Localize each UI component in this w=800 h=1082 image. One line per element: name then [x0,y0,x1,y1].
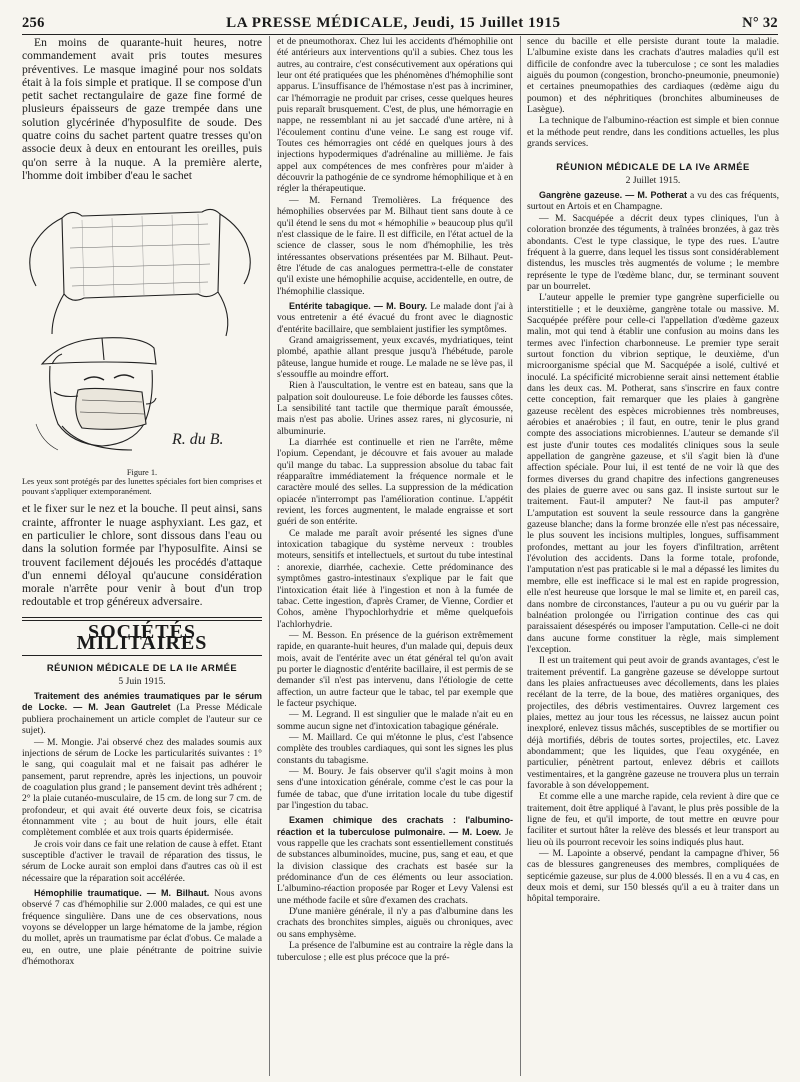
paragraph-loew: Je vous rappelle que les crachats sont essentiellement constitués de substances albuminoïdes, mucine, pus, sang et eau, et que la division classique des crachats est basée sur la prédominance d'un de ces éléments ou leur association. L'albumino-réaction proposée par Roger et Levy Valensi est une méthode facile et sûre d'examen des crachats. [277,826,513,906]
page-number: 256 [22,15,45,31]
meeting-date: 5 Juin 1915. [118,675,166,687]
intro-paragraph: En moins de quarante-huit heures, notre commandement avait pris toutes mesures préventives. Le masque imaginé pour nos soldats était à la fois simple et pratique. Il se compose d'un petit sachet rectangulaire de gaze fine formé de plusieurs épaisseurs de gaze trempée dans une solution glycérinée d'hyposulfite de soude. Des quatre coins du sachet partent quatre tresses qu'on associe deux à deux en entourant les oreilles, puis qu'on serre à la nuque. A la première alerte, l'homme doit imbiber d'eau le sachet [22,36,262,182]
meeting-date-iv: 2 Juillet 1915. [625,174,681,186]
paragraph-auscultation: Rien à l'auscultation, le ventre est en bateau, sans que la palpation soit douloureuse. Le foie déborde les fausses côtes. La sensibilité tant tactile que thermique paraît émoussée, mais n'est pas abolie. Urines assez rares, ni glycosurie, ni albuminurie. [277,380,513,437]
section-rule-top [22,617,262,618]
paragraph-preventif: Il est un traitement qui peut avoir de grands avantages, c'est le traitement préventif. La gangrène gazeuse se développe surtout dans les plaies anfractueuses avec décollements, dans les plaies recélant de la terre, de la boue, des matières organiques, des projectiles, des débris vestimentaires. Ouvrez largement ces plaies, mettez au jour tous les récessus, ne laissez aucun point inexploré, enlevez tissus mâchés, susceptibles de se mortifier ou déjà mortifiés, débris de toutes sortes, projectiles, etc. Lavez abondamment; que les liquides, que l'eau oxygénée, en particulier, pénètrent partout, enlevez débris et caillots vestimentaires, et la gangrène gazeuse ne trouvera plus un terrain favorable à son développement. [527,655,779,791]
column-1 [22,36,262,1076]
column-rule-2 [520,36,521,1076]
paragraph-maillard: — M. Maillard. Ce qui m'étonne le plus, c'est l'absence complète des troubles cardiaques, qui sont les signes les plus constants du tabagisme. [277,731,513,766]
paragraph-boury-reply: — M. Boury. Je fais observer qu'il s'agit moins à mon sens d'une intoxication générale, comme c'est le cas pour la fumée de tabac, que d'une irritation locale du tube digestif par l'ingestion du tabac. [277,766,513,812]
paragraph-pneumothorax: et de pneumothorax. Chez lui les accidents d'hémophilie ont été antérieurs aux interventions qu'il a subies. Chez tous les autres, au contraire, c'est consécutivement aux opérations qui leur ont été pratiquées que les phénomènes d'hémophilie sont apparus. L'insuffisance de l'hémostase n'est pas à incriminer, car l'hémorragie ne produit par crises, cesse quelques heures puis reparaît brusquement. C'est, de plus, une hémorragie en nappe, ne ressemblant ni au jet saccadé d'une artère, ni à l'écoulement continu d'une veine. Le sang est rouge vif. Toutes ces hémorragies ont cédé en quelques jours à des injections hypodermiques d'adrénaline au millième. Je fais appel aux compétences de mes confrères pour m'aider à découvrir la pathogénie de ce syndrome hémophilique et à en régler la thérapeutique. [277,36,513,195]
paragraph-bacille: sence du bacille et elle persiste durant toute la maladie. L'albumine existe dans les crachats d'autres maladies qu'il est difficile de confondre avec la tuberculose ; ce sont les maladies aiguës du poumon (congestion, broncho-pneumonie, pneumonie) et certaines pneumopathies des cardiaques (œdème aigu du poumon) et des néphritiques (bronchites albumineuses de Lasègue). [527,36,779,116]
paragraph-sacquepee: — M. Sacquépée a décrit deux types cliniques, l'un à coloration bronzée des téguments, à traînées bronzées, à gaz très abondants. C'est le type classique, le type des rues. L'autre fréquent à la guerre, dans lequel les tissus sont considérablement distendus, les muscles très augmentés de volume ; le membre représente le type de l'œdème blanc, dur, se terminant souvent par un bourrelet. [527,212,779,292]
column-3 [527,36,779,1076]
meeting-title: RÉUNION MÉDICALE DE LA IIe ARMÉE [46,662,238,674]
column-2 [277,36,513,1076]
paragraph-bronchites: D'une manière générale, il n'y a pas d'albumine dans les crachats des bronchites simples, aiguës ou chroniques, avec ou sans emphysème. [277,906,513,940]
section-title: SOCIÉTÉS MILITAIRES [76,620,208,655]
subhead-crachats: Examen chimique des crachats : l'albumino-réaction et la tuberculose pulmonaire. — M. Loew. [277,815,513,837]
paragraph-amaigrissement: Grand amaigrissement, yeux excavés, mydriatiques, teint plombé, apathie allant presque jusqu'à l'hébétude, parole pâteuse, langue humide et rouge. Le malade ne se lève pas, il s'essouffle au moindre effort. [277,334,513,380]
figure-caption: Les yeux sont protégés par des lunettes spéciales fort bien comprises et pouvant s'appliquer extemporanément. [22,477,262,496]
paragraph-marche-rapide: Et comme elle a une marche rapide, cela revient à dire que ce traitement, doit être appliqué à l'avant, le plus près possible de la ligne de feu, et qu'il importe, de tout mettre en œuvre pour faciliter et surtout hâter la relève des blessés et leur transport au lieu où ils pourront recevoir les soins indiqués plus haut. [527,791,779,848]
paragraph-boury: Le malade dont j'ai à vous entretenir a été évacué du front avec le diagnostic d'entérite bacillaire, que semblaient justifier les symptômes. [277,300,513,335]
page-header [22,10,778,35]
figure-label: Figure 1. [126,467,158,477]
subhead-locke: Traitement des anémies traumatiques par le sérum de Locke. — M. Jean Gautrelet [22,691,262,713]
issue-number: N° 32 [742,15,778,31]
figure-signature: R. du B. [172,431,224,449]
paragraph-bilhaut: Nous avons observé 7 cas d'hémophilie sur 2.000 malades, ce qui est une fréquence singulière. Dans une de ces observations, nous voyons se développer un large hématome de la jambe, région du mollet, après un traumatisme par éclat d'obus. Ce malade a eu, en outre, une plaie pénétrante de poitrine suivie d'hémothorax [22,887,262,968]
paragraph-tremolieres: — M. Fernand Tremolières. La fréquence des hémophilies observées par M. Bilhaut tient sans doute à ce qu'il étend le sens du mot « hémophilie » beaucoup plus qu'il n'est classique de le faire. Il est difficile, en l'état actuel de la science de classer, sous le nom d'hémophilie, les très intéressantes observations présentées par M. Bilhaut. Peut-être l'étude de cas analogues permettra-t-elle de constater qu'il existe une hémophilie acquise, accidentelle, en outre, de l'hémophilie classique. [277,194,513,297]
subhead-gangrene: Gangrène gazeuse. — M. Potherat [539,190,687,201]
paragraph-technique: La technique de l'albumino-réaction est simple et bien connue et la méthode peut rendre, dans les conditions actuelles, les plus grands services. [527,115,779,150]
paragraph-diarrhee: La diarrhée est continuelle et rien ne l'arrête, même l'opium. Cependant, je découvre et fais avouer au malade qu'il mange du tabac. La suppression absolue du tabac fait réapparaître immédiatement la fréquence normale et le caractère moulé des selles. La suppression de la médication opiacée n'interrompt pas l'amélioration continue. L'appétit revient, les forces augmentent, le malade engraisse et sort guéri de son entérite. [277,437,513,528]
intro-paragraph-continued: et le fixer sur le nez et la bouche. Il peut ainsi, sans crainte, affronter le nuage asphyxiant. Les gaz, et en particulier le chlore, sont dissous dans l'eau ou dans la solution formée par l'hyposulfite. Ainsi se trouvent facilement déjoués les procédés d'attaque d'un ennemi déloyal qu'aucune considération morale n'arrête pour venir à bout d'un trop redoutable et trop généreux adversaire. [22,502,262,609]
paragraph-auteur: L'auteur appelle le premier type gangrène superficielle ou interstitielle ; et le deuxième, gangrène totale ou massive. M. Sacquépée préfère pour celle-ci l'appellation d'œdème gazeux malin, mot qui tend à établir une confusion au moins dans les termes avec l'infection charbonneuse. Le premier type serait surtout fonction du vibrion septique, le deuxième, d'un microorganisme spécial que M. Sacquépée a isolé, cultivé et inoculé. La spécificité microbienne serait ainsi nettement établie dans les deux cas. M. Potherat, sans s'inscrire en faux contre cette conception, fait remarquer que les plaies à gangrène gazeuse recèlent des espèces microbiennes très nombreuses, aérobies et anaérobies ; il faut, en outre, tenir le plus grand compte des associations microbiennes. L'auteur se demande s'il est juste d'unir toutes ces modalités cliniques sous la seule appellation de gangrène gazeuse, et s'il s'agit bien là d'une affection spéciale. Pour lui, il est tenté de ne voir là que des formes diverses du grand chapitre des infections gangreneuses des plaies de guerre avec ou sans gaz. Il insiste surtout sur le traitement. Faut-il amputer? Ne faut-il pas amputer? L'amputation est souvent la seule ressource dans la gangrène gazeuse blanche; dans la forme bronzée elle n'est pas nécessaire, le plus souvent les incisions multiples, longues, suffisamment profondes, mettant au jour les foyers d'infiltration, arrêtent l'évolution des accidents. Dans la forme totale, profonde, l'amputation n'est pas praticable si le mal a dépassé les limites du membre, elle est inefficace si le mal est en rapide progression, elle n'est heureuse que lorsque le mal se limite et, en pareil cas, dans nombre de circonstances, l'auteur a pu ou vu guérir par la balnéation prolongée ou l'irrigation continue des cas qui paraissaient désespérés ou imposer l'amputation. Celle-ci ne doit dans aucune forme constituer la règle, mais simplement l'exception. [527,292,779,655]
paragraph-locke: (La Presse Médicale publiera prochainement un article complet de l'auteur sur ce sujet). [22,702,262,737]
subhead-hemophilie: Hémophilie traumatique. — M. Bilhaut. [34,887,210,898]
subhead-enterite: Entérite tabagique. — M. Boury. [289,300,428,311]
paragraph-legrand: — M. Legrand. Il est singulier que le malade n'ait eu en somme aucun signe net d'intoxication tabagique générale. [277,709,513,732]
paragraph-lapointe: — M. Lapointe a observé, pendant la campagne d'hiver, 56 cas de blessures gangreneuses des membres, compliquées de septicémie gazeuse, sur plus de 4.000 blessés. Il en a vu 4 cas, en deux mois et demi, sur 150 blessés qu'il a eu à traiter dans un hôpital temporaire. [527,848,779,905]
column-rule-1 [269,36,270,1076]
journal-title: LA PRESSE MÉDICALE, Jeudi, 15 Juillet 1915 [226,15,561,31]
figure-caption-block [22,468,262,497]
meeting-title-iv: RÉUNION MÉDICALE DE LA IVe ARMÉE [556,161,750,173]
paragraph-tuberculose: La présence de l'albumine est au contraire la règle dans la tuberculose ; elle est plus précoce que la pré- [277,940,513,963]
paragraph-reparation: Je crois voir dans ce fait une relation de cause à effet. Etant susceptible d'activer le travail de réparation des tissus, le sérum de Locke aurait son emploi dans d'autres cas où il est nécessaire que la réparation soit accélérée. [22,838,262,884]
section-rule-under [22,655,262,656]
gas-mask-illustration [22,188,262,460]
paragraph-potherat: a vu des cas fréquents, surtout en Artois et en Champagne. [527,190,779,213]
figure-1 [22,188,262,463]
paragraph-intoxication: Ce malade me paraît avoir présenté les signes d'une intoxication tabagique du système nerveux : troubles moteurs, sensitifs et intellectuels, et surtout du tube intestinal : anorexie, diarrhée, cachexie. Cette prédominance des symptômes gastro-intestinaux s'explique par le fait que l'intoxication était liée à l'ingestion et non à la fumée de tabac. Cette ingestion, d'après Cramer, de Vienne, Cordier et Cohos, amène l'hypochlorhydrie et même quelquefois l'achlorhydrie. [277,527,513,630]
paragraph-besson: — M. Besson. En présence de la guérison extrêmement rapide, en quarante-huit heures, d'un malade qui, depuis deux mois, avait de l'entérite avec un état général tel qu'on avait pu porter le diagnostic d'entérite bacillaire, il est permis de se demander s'il n'est pas intervenu, dans l'étiologie de cette affection, un autre facteur que le tabac, tel par exemple que le facteur psychique. [277,629,513,709]
paragraph-mongie: — M. Mongie. J'ai observé chez des malades soumis aux injections de sérum de Locke les particularités suivantes : 1° le sang, qui coagulait mal et ne faisait pas adhérer le pansement, parut reprendre, après les injections, un pouvoir de coagulation plus grand ; le pansement devint très adhérent ; 2° la plaie cutanéo-musculaire, de 15 cm. de long sur 7 cm. de profondeur, et qui avait été ouverte deux fois, se cicatrisa étonnamment vite ; au bout de huit jours, elle était complètement comblée et aux trois quarts épidermisée. [22,736,262,839]
